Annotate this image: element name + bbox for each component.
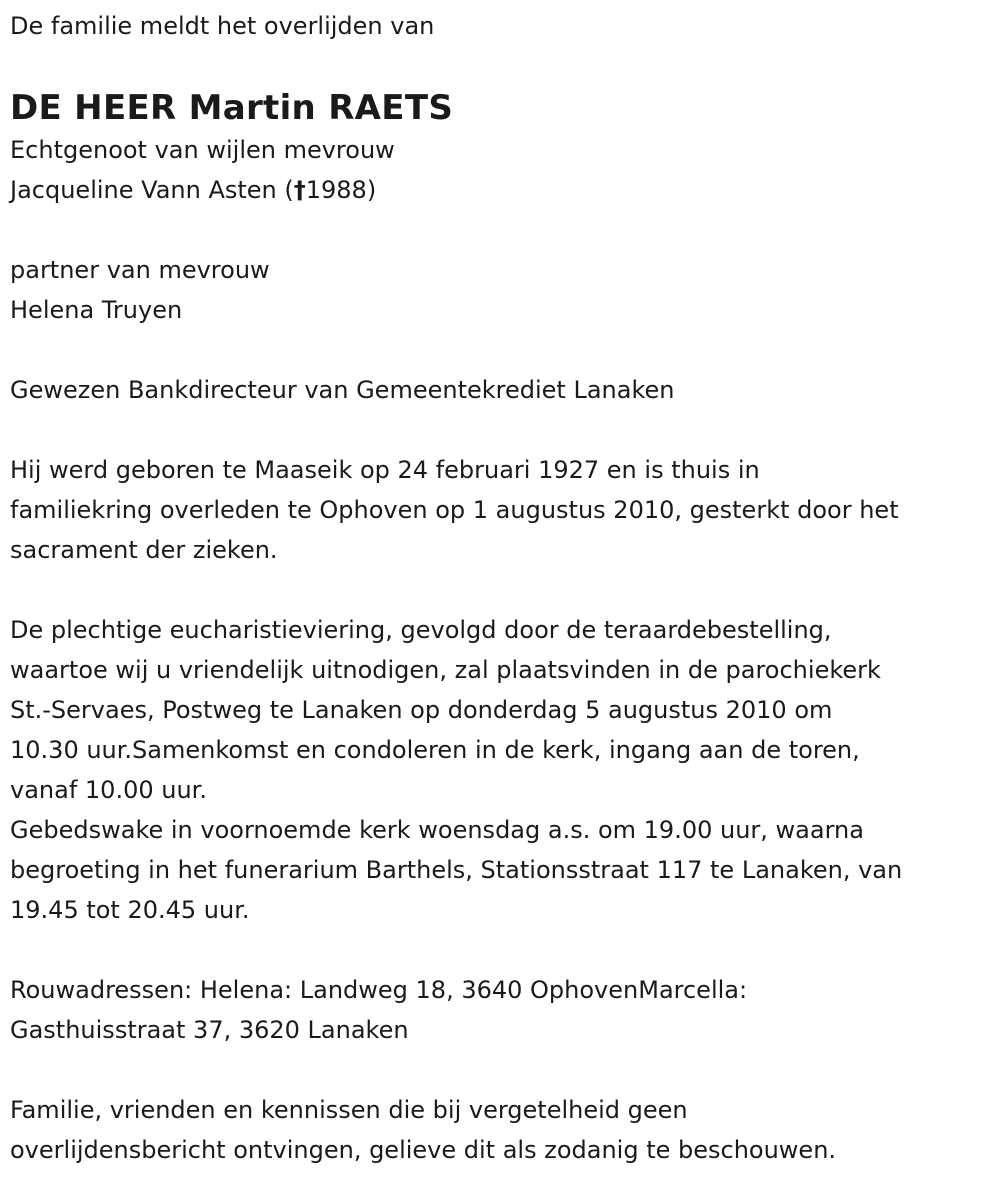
ceremony-line: vanaf 10.00 uur. [10, 776, 207, 804]
spouse-section [10, 130, 990, 210]
ceremony-line: 10.30 uur.Samenkomst en condoleren in de kerk, ingang aan de toren, [10, 736, 860, 764]
profession-text: Gewezen Bankdirecteur van Gemeentekrediet Lanaken [10, 376, 675, 404]
birth-line: familiekring overleden te Ophoven op 1 augustus 2010, gesterkt door het [10, 496, 899, 524]
vigil-line: begroeting in het funerarium Barthels, Stationsstraat 117 te Lanaken, van [10, 856, 903, 884]
ceremony-line: De plechtige eucharistieviering, gevolgd door de teraardebestelling, [10, 616, 832, 644]
ceremony-line: waartoe wij u vriendelijk uitnodigen, zal plaatsvinden in de parochiekerk [10, 656, 881, 684]
intro-text: De familie meldt het overlijden van [10, 12, 435, 40]
closing-line: overlijdensbericht ontvingen, gelieve dit als zodanig te beschouwen. [10, 1136, 837, 1164]
spouse-line-1: Echtgenoot van wijlen mevrouw [10, 136, 395, 164]
partner-line-2: Helena Truyen [10, 296, 183, 324]
spouse-line-2 [10, 170, 990, 210]
birth-line: sacrament der zieken. [10, 536, 278, 564]
vigil-line: Gebedswake in voornoemde kerk woensdag a.s. om 19.00 uur, waarna [10, 816, 864, 844]
partner-section [10, 250, 990, 330]
birth-section [10, 450, 990, 570]
ceremony-section [10, 610, 990, 930]
closing-line: Familie, vrienden en kennissen die bij vergetelheid geen [10, 1096, 688, 1124]
addresses-section [10, 970, 990, 1050]
closing-section [10, 1090, 990, 1170]
address-line: Rouwadressen: Helena: Landweg 18, 3640 OphovenMarcella: [10, 976, 748, 1004]
deceased-name: DE HEER Martin RAETS [10, 88, 454, 128]
address-line: Gasthuisstraat 37, 3620 Lanaken [10, 1016, 409, 1044]
spouse-death-year: 1988) [305, 176, 377, 204]
vigil-line: 19.45 tot 20.45 uur. [10, 896, 250, 924]
spouse-name: Jacqueline Vann Asten ( [10, 176, 294, 204]
birth-line: Hij werd geboren te Maaseik op 24 februari 1927 en is thuis in [10, 456, 760, 484]
profession-section [10, 370, 990, 410]
ceremony-line: St.-Servaes, Postweg te Lanaken op donderdag 5 augustus 2010 om [10, 696, 833, 724]
partner-line-1: partner van mevrouw [10, 256, 270, 284]
cross-icon: † [293, 176, 306, 204]
